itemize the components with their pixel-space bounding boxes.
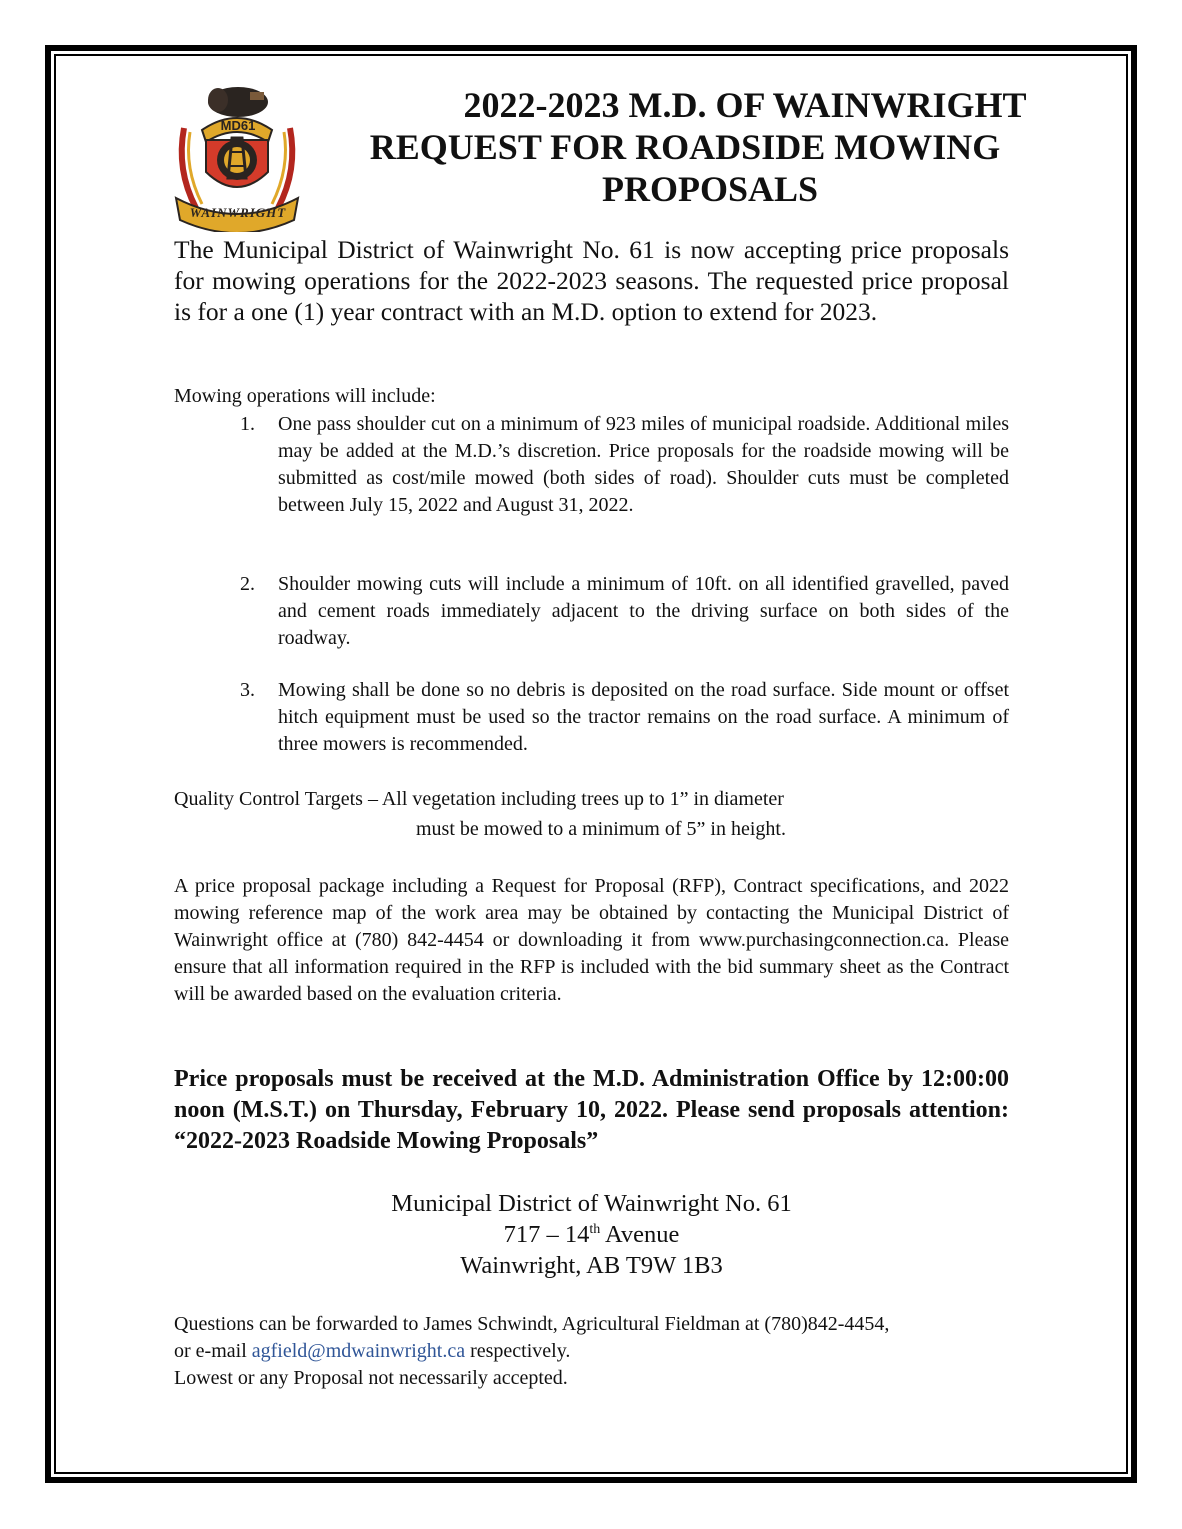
list-item-number: 3. — [240, 679, 255, 701]
quality-line-2: must be mowed to a minimum of 5” in height. — [416, 818, 786, 840]
title-line-1: 2022-2023 M.D. OF WAINWRIGHT — [463, 85, 1027, 125]
questions-paragraph — [174, 1311, 1009, 1392]
address-line-1: Municipal District of Wainwright No. 61 — [391, 1190, 792, 1217]
quality-control-targets — [174, 784, 1009, 844]
questions-line-2 — [174, 1338, 1009, 1365]
document-title — [300, 84, 1090, 210]
address-line-2 — [174, 1219, 1009, 1250]
deadline-notice: Price proposals must be received at the M.D. Administration Office by 12:00:00 noon (M.S.T.) on Thursday, February 10, 2022. Please send proposals attention: “2022-2023 Roadside Mowing Proposals” — [174, 1066, 1009, 1154]
list-item-text: Mowing shall be done so no debris is deposited on the road surface. Side mount or offset hitch equipment must be used so the tractor remains on the road surface. A minimum of three mowers is recommended. — [278, 679, 1009, 755]
list-item-number: 1. — [240, 413, 255, 435]
intro-paragraph: The Municipal District of Wainwright No. 61 is now accepting price proposals for mowing operations for the 2022-2023 seasons. The requested price proposal is for a one (1) year contract with an M.D. option to extend for 2023. — [174, 235, 1009, 326]
address-line-3: Wainwright, AB T9W 1B3 — [460, 1252, 723, 1279]
operations-heading: Mowing operations will include: — [174, 385, 436, 407]
title-line-3: PROPOSALS — [601, 169, 819, 209]
list-item-text: One pass shoulder cut on a minimum of 923 miles of municipal roadside. Additional miles may be added at the M.D.’s discretion. Price proposals for the roadside mowing will be submitted as cost/mile mowed (both sides of road). Shoulder cuts must be completed between July 15, 2022 and August 31, 2022. — [278, 413, 1009, 516]
address-street-name: Avenue — [600, 1221, 680, 1248]
questions-line-1: Questions can be forwarded to James Schwindt, Agricultural Fieldman at (780)842-4454, — [174, 1313, 890, 1335]
logo-top-text: MD61 — [220, 118, 256, 133]
questions-email-prefix: or e-mail — [174, 1340, 252, 1362]
mailing-address — [174, 1188, 1009, 1281]
email-link[interactable]: agfield@mdwainwright.ca — [251, 1340, 466, 1362]
list-item-text: Shoulder mowing cuts will include a minimum of 10ft. on all identified gravelled, paved and cement roads immediately adjacent to the driving surface on both sides of the roadway. — [278, 573, 1009, 649]
title-line-2: REQUEST FOR ROADSIDE MOWING — [369, 127, 1001, 167]
quality-line-1: Quality Control Targets – All vegetation including trees up to 1” in diameter — [174, 788, 784, 810]
package-paragraph: A price proposal package including a Request for Proposal (RFP), Contract specifications, and 2022 mowing reference map of the work area may be obtained by contacting the Municipal District of Wainwright office at (780) 842-4454 or downloading it from www.purchasingconnection.ca. Please ensure that all information required in the RFP is included with the bid summary sheet as the Contract will be awarded based on the evaluation criteria. — [174, 875, 1009, 1005]
questions-line-3: Lowest or any Proposal not necessarily accepted. — [174, 1367, 568, 1389]
logo-bottom-text: WAINWRIGHT — [189, 205, 287, 220]
address-street-number: 717 – 14 — [503, 1221, 590, 1248]
list-item-number: 2. — [240, 573, 255, 595]
questions-email-suffix: respectively. — [465, 1340, 571, 1362]
address-ordinal-suffix: th — [589, 1221, 601, 1237]
